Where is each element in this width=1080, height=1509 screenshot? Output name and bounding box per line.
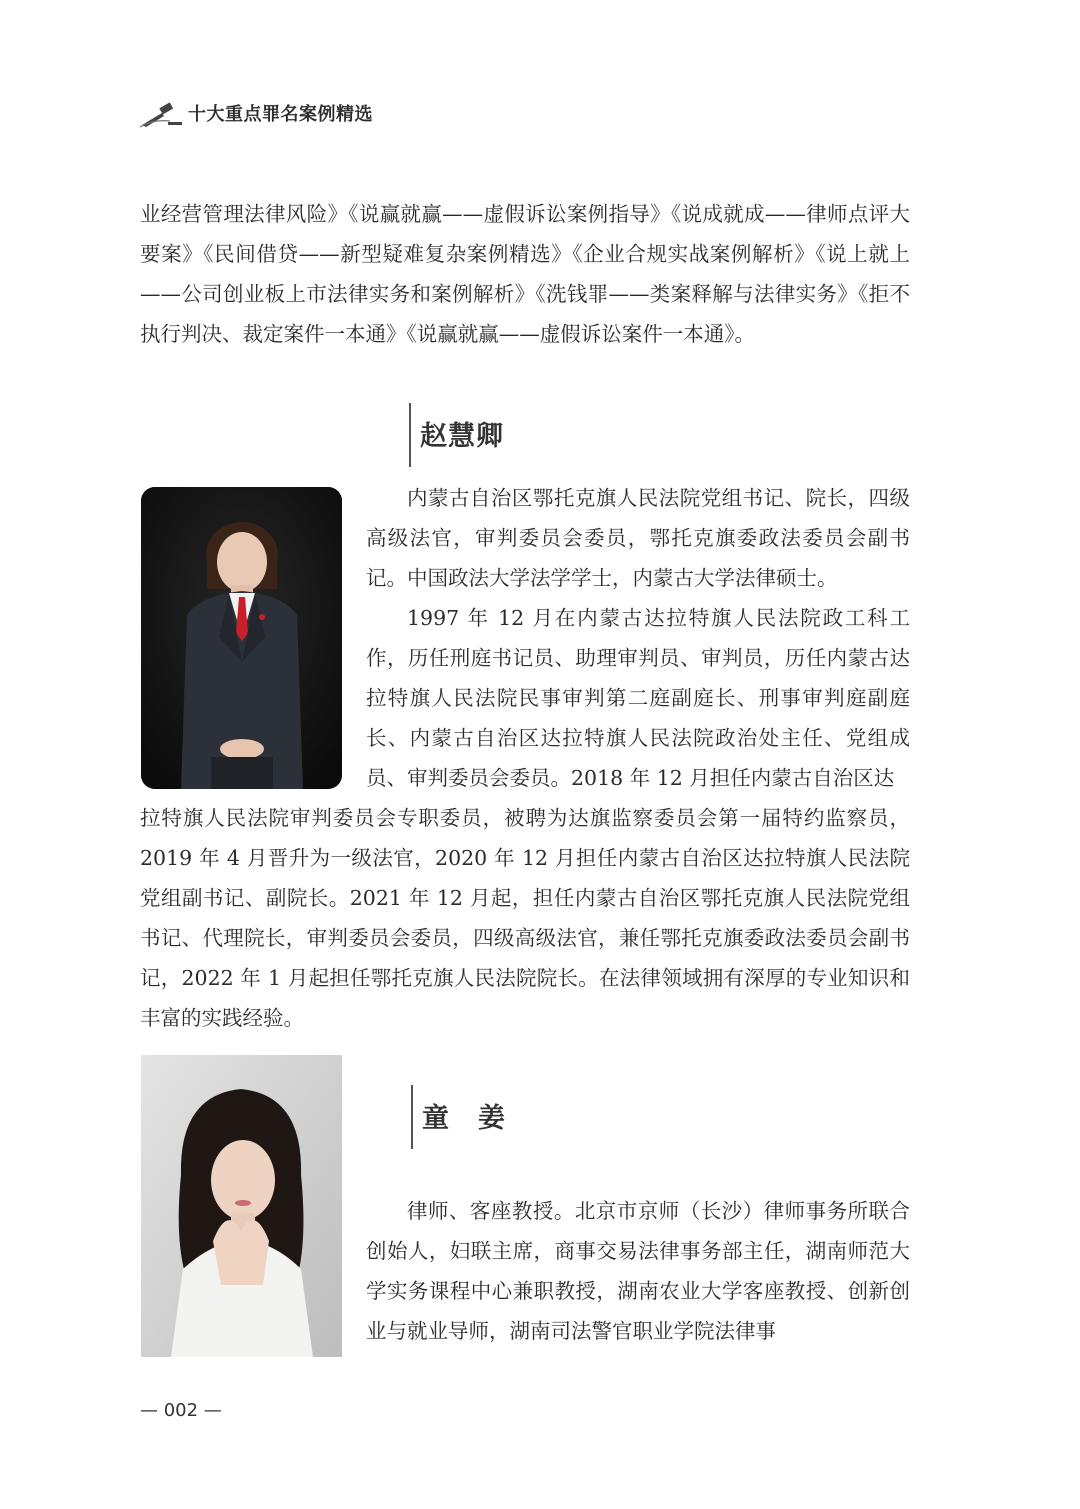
running-header — [140, 98, 540, 132]
header-title: 十大重点罪名案例精选 — [188, 104, 373, 125]
person1-photo — [141, 487, 342, 789]
person1-bio-career-full: 拉特旗人民法院审判委员会专职委员，被聘为达旗监察委员会第一届特约监察员，2019 年 4 月晋升为一级法官，2020 年 12 月担任内蒙古自治区达拉特旗人民法院党组副书记、副院长。2021 年 12 月起，担任内蒙古自治区鄂托克旗人民法院党组书记、代理院长，审判委员会委员，四级高级法官，兼任鄂托克旗委政法委员会副书记，2022 年 1 月起担任鄂托克旗人民法院院长。在法律领域拥有深厚的专业知识和丰富的实践经验。 — [140, 806, 910, 1030]
gavel-icon — [140, 102, 184, 128]
person1-name: 赵慧卿 — [420, 421, 504, 452]
person1-bio-career-side: 1997 年 12 月在内蒙古达拉特旗人民法院政工科工作，历任刑庭书记员、助理审判员、审判员，历任内蒙古达拉特旗人民法院民事审判第二庭副庭长、刑事审判庭副庭长、内蒙古自治区达拉特旗人民法院政治处主任、党组成员、审判委员会委员。2018 年 12 月担任内蒙古自治区达 — [366, 606, 910, 790]
page-number: — 002 — — [140, 1400, 222, 1421]
name-divider — [411, 1085, 413, 1149]
person2-photo — [141, 1055, 342, 1357]
intro-continuation: 业经营管理法律风险》《说赢就赢——虚假诉讼案例指导》《说成就成——律师点评大要案》《民间借贷——新型疑难复杂案例精选》《企业合规实战案例解析》《说上就上——公司创业板上市法律实务和案例解析》《洗钱罪——类案释解与法律实务》《拒不执行判决、裁定案件一本通》《说赢就赢——虚假诉讼案件一本通》。 — [140, 202, 910, 346]
name-divider — [409, 403, 411, 467]
person2-name: 童 姜 — [422, 1103, 506, 1134]
person2-bio-intro: 律师、客座教授。北京市京师（长沙）律师事务所联合创始人，妇联主席，商事交易法律事务部主任，湖南师范大学实务课程中心兼职教授，湖南农业大学客座教授、创新创业与就业导师，湖南司法警官职业学院法律事 — [366, 1199, 910, 1343]
person1-bio-intro: 内蒙古自治区鄂托克旗人民法院党组书记、院长，四级高级法官，审判委员会委员，鄂托克旗委政法委员会副书记。中国政法大学法学学士，内蒙古大学法律硕士。 — [366, 486, 910, 590]
